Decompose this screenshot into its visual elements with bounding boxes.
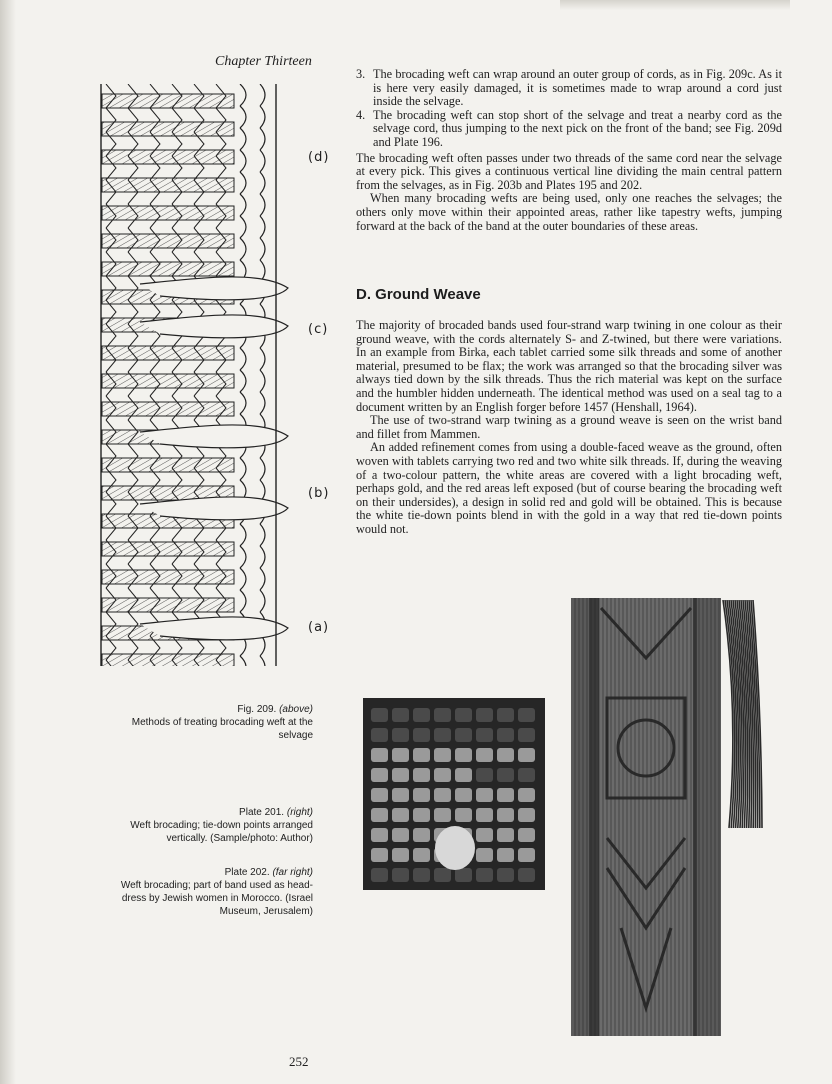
weave-float	[497, 708, 514, 722]
selvage-cord-stitch	[240, 172, 246, 194]
chapter-header: Chapter Thirteen	[215, 54, 312, 69]
weave-float	[518, 808, 535, 822]
selvage-cord-stitch	[240, 524, 246, 546]
selvage-cord-stitch	[260, 238, 265, 260]
weft-band-group	[102, 94, 234, 666]
weave-float	[434, 868, 451, 882]
selvage-cord-stitch	[240, 590, 246, 612]
selvage-cord-stitch	[260, 128, 265, 150]
weave-float	[413, 748, 430, 762]
weave-float	[497, 828, 514, 842]
weave-float	[371, 848, 388, 862]
plate-caption	[113, 806, 313, 845]
weft-band	[102, 598, 234, 612]
selvage-cord-stitch	[260, 194, 265, 216]
section-heading: D. Ground Weave	[356, 286, 481, 303]
weave-float	[413, 868, 430, 882]
weave-float	[476, 848, 493, 862]
weave-float	[413, 828, 430, 842]
fringe-threads	[721, 600, 767, 830]
weave-float	[434, 728, 451, 742]
weave-float	[518, 868, 535, 882]
weave-float	[518, 708, 535, 722]
weave-float	[455, 768, 472, 782]
weft-band	[102, 234, 234, 248]
plate-number: Plate 202.	[224, 867, 270, 878]
selvage-cord-stitch	[260, 106, 265, 128]
weft-band	[102, 206, 234, 220]
weave-float	[455, 748, 472, 762]
list-item	[356, 68, 782, 109]
weave-float	[371, 748, 388, 762]
page-edge-mark	[560, 0, 790, 10]
weft-band	[102, 542, 234, 556]
weave-float	[371, 868, 388, 882]
selvage-cord-stitch	[240, 348, 246, 370]
weft-band	[102, 458, 234, 472]
weft-band	[102, 402, 234, 416]
weave-float	[455, 788, 472, 802]
selvage-cord-stitch	[260, 216, 265, 238]
weave-float	[455, 808, 472, 822]
selvage-cord-stitch	[240, 194, 246, 216]
weave-float	[497, 868, 514, 882]
figure-label-c: (c)	[308, 322, 329, 337]
weft-band	[102, 178, 234, 192]
list-number: 3.	[356, 67, 366, 81]
weft-band	[102, 262, 234, 276]
weft-band	[102, 570, 234, 584]
selvage-cord-stitch	[260, 392, 265, 414]
weave-float	[392, 788, 409, 802]
weave-float	[476, 708, 493, 722]
selvage-cord-stitch	[240, 106, 246, 128]
weave-float	[476, 868, 493, 882]
selvage-cord-stitch	[260, 370, 265, 392]
weave-float	[434, 748, 451, 762]
caption-note: (above)	[279, 704, 313, 715]
weave-float	[497, 788, 514, 802]
brocading-weft	[140, 425, 288, 448]
weave-float	[476, 828, 493, 842]
weave-float	[518, 728, 535, 742]
weave-float	[392, 728, 409, 742]
selvage-cord-stitch	[240, 568, 246, 590]
weave-float	[413, 728, 430, 742]
weave-float	[476, 808, 493, 822]
selvage-cord-stitch	[260, 172, 265, 194]
body-paragraph: The brocading weft often passes under two threads of the same cord near the selvage at every pick. This gives a continuous vertical line dividing the main central pattern from the selvages, as in Fig. 203b and Plates 195 and 202.	[356, 150, 782, 192]
figure-label-d: (d)	[308, 150, 330, 165]
weave-float	[371, 828, 388, 842]
brocading-selvage-diagram	[100, 84, 312, 666]
plate-number: Plate 201.	[239, 807, 285, 818]
list-text: The brocading weft can stop short of the selvage and treat a nearby cord as the selvage cord, thus jumping to the next pick on the front of the band; see Fig. 209d and Plate 196.	[373, 107, 782, 149]
weave-float	[455, 728, 472, 742]
weave-float	[392, 768, 409, 782]
plate-text: Weft brocading; part of band used as head-dress by Jewish women in Morocco. (Israel Museum, Jerusalem)	[120, 880, 313, 917]
weave-float	[518, 748, 535, 762]
weave-float	[434, 808, 451, 822]
selvage-cord-stitch	[260, 590, 265, 612]
highlight-patch	[435, 826, 475, 870]
list-text: The brocading weft can wrap around an outer group of cords, as in Fig. 209c. As it is here very easily damaged, it is sometimes made to wrap around a cord just inside the selvage.	[373, 67, 782, 109]
selvage-cord-stitch	[260, 150, 265, 172]
selvage-cord-stitch	[240, 150, 246, 172]
weave-float	[455, 868, 472, 882]
plate-201-photo	[363, 698, 545, 890]
book-spine-shadow	[0, 0, 16, 1084]
weave-float	[371, 728, 388, 742]
selvage-cord-stitch	[240, 238, 246, 260]
weave-float	[371, 768, 388, 782]
ground-weave-text	[356, 319, 782, 537]
weave-float	[455, 708, 472, 722]
weave-float	[392, 808, 409, 822]
selvage-cord-stitch	[260, 348, 265, 370]
weave-float	[518, 788, 535, 802]
selvage-cord-stitch	[260, 568, 265, 590]
numbered-list	[356, 68, 782, 233]
weave-float	[413, 708, 430, 722]
weft-band	[102, 654, 234, 666]
weave-float	[371, 808, 388, 822]
weave-float	[413, 848, 430, 862]
weave-float	[434, 768, 451, 782]
selvage-cord-stitch	[240, 370, 246, 392]
weave-float	[518, 848, 535, 862]
plate-note: (far right)	[272, 867, 313, 878]
selvage-cord-stitch	[260, 524, 265, 546]
weave-float	[497, 768, 514, 782]
weave-float	[476, 788, 493, 802]
weave-float	[434, 788, 451, 802]
selvage-cord-stitch	[240, 128, 246, 150]
weave-float	[413, 768, 430, 782]
weave-float	[413, 808, 430, 822]
brocading-weft	[140, 277, 288, 300]
selvage-cord-stitch	[260, 656, 265, 666]
body-paragraph: An added refinement comes from using a double-faced weave as the ground, often woven with tablets carrying two red and two white silk threads. If, during the weaving of a two-colour pattern, the white areas are covered with a light brocading weft, perhaps gold, and the red areas left exposed (but of course bearing the brocading weft on their undersides), a design in solid red and gold will be obtained. This is because the white tie-down points blend in with the gold in a way that red tie-down points would not.	[356, 440, 782, 536]
weave-float	[476, 728, 493, 742]
weft-band	[102, 374, 234, 388]
plate-text: Weft brocading; tie-down points arranged vertically. (Sample/photo: Author)	[130, 820, 313, 844]
weft-band	[102, 150, 234, 164]
weave-float	[434, 708, 451, 722]
caption-number: Fig. 209.	[237, 704, 277, 715]
weft-band	[102, 94, 234, 108]
weave-float	[392, 828, 409, 842]
weave-float	[497, 728, 514, 742]
selvage-cord-stitch	[240, 216, 246, 238]
weave-float	[413, 788, 430, 802]
weave-float	[497, 748, 514, 762]
selvage-cord-stitch	[240, 84, 246, 106]
weave-float	[392, 748, 409, 762]
page-number: 252	[289, 1054, 309, 1069]
brocading-weft	[140, 617, 288, 640]
selvage-cord-stitch	[240, 392, 246, 414]
selvage-cord-stitch	[260, 458, 265, 480]
body-paragraph: The majority of brocaded bands used four-strand warp twining in one colour as their ground weave, with the cords alternately S- and Z-twined, but there were variations. In an example from Birka, each tablet carried some silk threads and some of another material, presumed to be flax; the work was arranged so that the brocading silver was always tied down by the silk threads. Thus the rich material was kept on the surface and the humbler hidden underneath. The identical method was used on a seal tag to a document written by an English forger before 1457 (Henshall, 1964).	[356, 318, 782, 414]
body-paragraph: The use of two-strand warp twining as a ground weave is seen on the wrist band and fillet from Mammen.	[356, 413, 782, 441]
weave-float	[497, 808, 514, 822]
weave-float	[371, 788, 388, 802]
weave-float	[518, 768, 535, 782]
selvage-cord-stitch	[240, 546, 246, 568]
weave-float	[518, 828, 535, 842]
selvage-cord-stitch	[260, 84, 265, 106]
figure-caption	[113, 703, 313, 742]
plate-note: (right)	[286, 807, 313, 818]
list-number: 4.	[356, 107, 366, 122]
weave-float	[476, 748, 493, 762]
body-paragraph: When many brocading wefts are being used, only one reaches the selvages; the others only move within their appointed areas, rather like tapestry wefts, jumping forward at the back of the band at the outer boundaries of these areas.	[356, 191, 782, 233]
figure-label-a: (a)	[308, 620, 330, 635]
weft-band	[102, 122, 234, 136]
caption-text: Methods of treating brocading weft at the selvage	[131, 717, 313, 741]
plate-caption	[113, 866, 313, 918]
selvage-cord-stitch	[240, 458, 246, 480]
figure-label-b: (b)	[308, 486, 330, 501]
weave-float	[476, 768, 493, 782]
weave-float	[371, 708, 388, 722]
weft-band	[102, 346, 234, 360]
selvage-cord-stitch	[240, 656, 246, 666]
weave-float	[392, 708, 409, 722]
weave-float	[392, 868, 409, 882]
plate-202-photo	[571, 598, 721, 1036]
weave-float	[392, 848, 409, 862]
selvage-cord-stitch	[260, 546, 265, 568]
weave-float	[497, 848, 514, 862]
list-item	[356, 109, 782, 150]
